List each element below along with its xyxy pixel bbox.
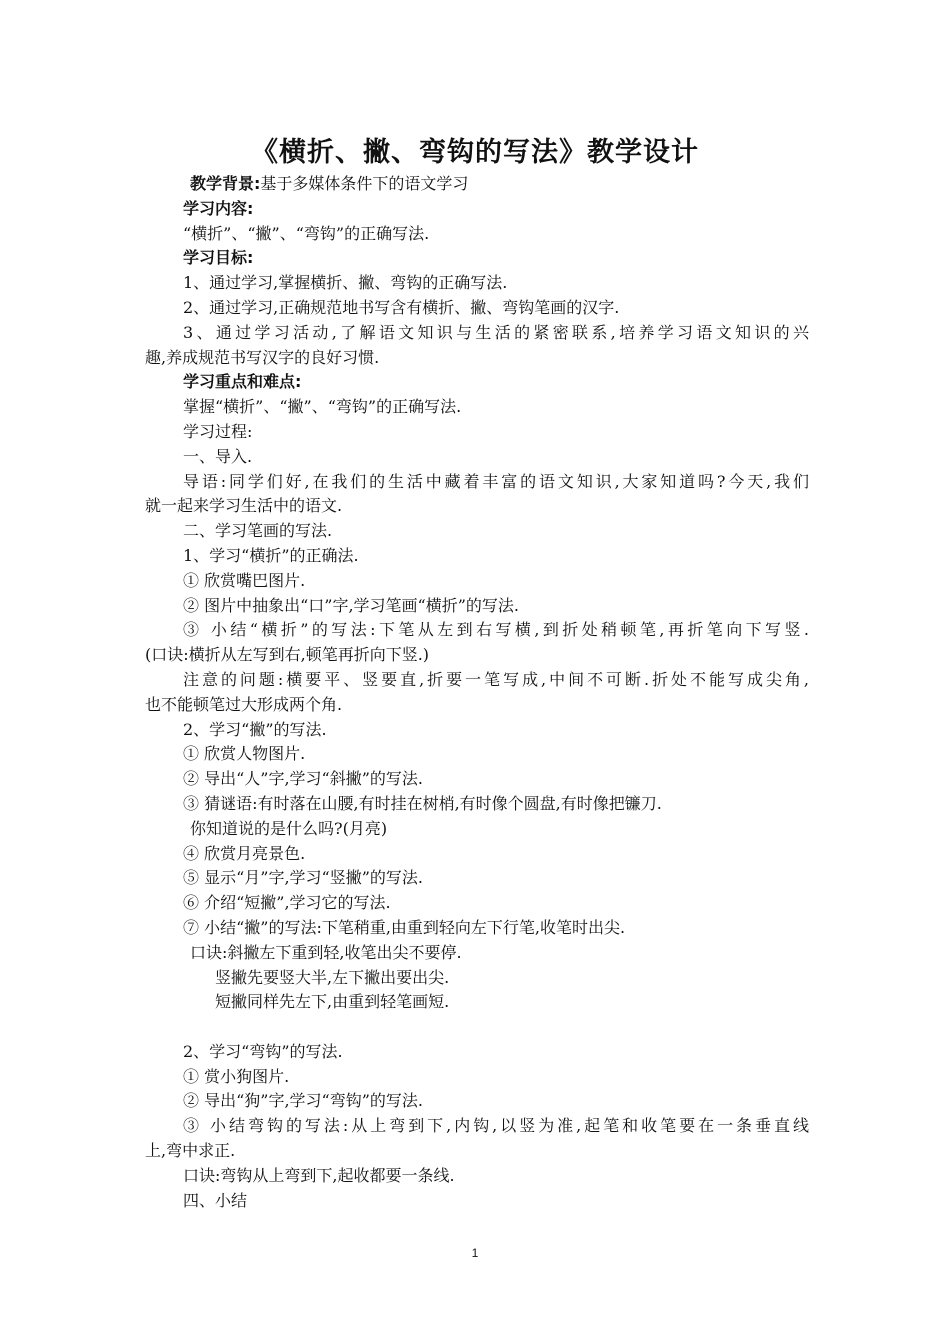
background-label: 教学背景: [190,174,261,193]
part-3-rhyme: 口诀:弯钩从上弯到下,起收都要一条线. [183,1165,455,1185]
part-1-note-line-2: 也不能顿笔过大形成两个角. [145,694,343,714]
part-1-step-1: ① 欣赏嘴巴图片. [183,570,306,590]
part-1-note-line-1: 注意的问题:横要平、竖要直,折要一笔写成,中间不可断.折处不能写成尖角, [183,669,809,689]
part-2-step-4: ④ 欣赏月亮景色. [183,843,306,863]
goal-1: 1、通过学习,掌握横折、撇、弯钩的正确写法. [183,273,508,293]
part-3-step-2: ② 导出“狗”字,学习“弯钩”的写法. [183,1091,423,1111]
section-1-text-line-2: 就一起来学习生活中的语文. [145,496,343,516]
document-title: 《横折、撇、弯钩的写法》教学设计 [251,137,699,168]
page-number: 1 [471,1246,479,1260]
part-2-heading: 2、学习“撇”的写法. [183,719,327,739]
background-line [145,172,809,197]
section-4-heading: 四、小结 [183,1190,248,1210]
section-2-heading: 二、学习笔画的写法. [183,521,333,541]
key-label: 学习重点和难点: [183,372,302,392]
part-3-step-3-line-1: ③ 小结弯钩的写法:从上弯到下,内钩,以竖为准,起笔和收笔要在一条垂直线 [183,1116,809,1136]
part-2-rhyme-2: 竖撇先要竖大半,左下撇出要出尖. [215,967,450,987]
key-text: 掌握“横折”、“撇”、“弯钩”的正确写法. [183,397,462,417]
part-2-rhyme-3: 短撇同样先左下,由重到轻笔画短. [215,992,450,1012]
part-2-step-6: ⑥ 介绍“短撇”,学习它的写法. [183,893,391,913]
section-1-heading: 一、导入. [183,446,253,466]
part-2-riddle-question: 你知道说的是什么吗?(月亮) [190,818,388,838]
goal-3-line-2: 趣,养成规范书写汉字的良好习惯. [145,347,380,367]
part-1-step-2: ② 图片中抽象出“口”字,学习笔画“横折”的写法. [183,595,519,615]
process-label: 学习过程: [183,421,253,441]
goal-3-line-1: 3、通过学习活动,了解语文知识与生活的紧密联系,培养学习语文知识的兴 [183,322,809,342]
part-2-step-2: ② 导出“人”字,学习“斜撇”的写法. [183,769,423,789]
part-3-step-3-line-2: 上,弯中求正. [145,1141,236,1161]
goals-label: 学习目标: [183,248,254,268]
content-label: 学习内容: [183,198,254,218]
blank-line [145,1015,809,1040]
part-2-step-1: ① 欣赏人物图片. [183,744,306,764]
background-text: 基于多媒体条件下的语文学习 [260,174,469,193]
part-2-step-5: ⑤ 显示“月”字,学习“竖撇”的写法. [183,868,423,888]
section-1-text-line-1: 导语:同学们好,在我们的生活中藏着丰富的语文知识,大家知道吗?今天,我们 [183,471,809,491]
part-2-step-3: ③ 猜谜语:有时落在山腰,有时挂在树梢,有时像个圆盘,有时像把镰刀. [183,793,662,813]
part-2-step-7: ⑦ 小结“撇”的写法:下笔稍重,由重到轻向左下行笔,收笔时出尖. [183,917,626,937]
part-1-heading: 1、学习“横折”的正确法. [183,545,359,565]
content-text: “横折”、“撇”、“弯钩”的正确写法. [183,223,430,243]
part-1-step-3-line-2: (口诀:横折从左写到右,顿笔再折向下竖.) [145,645,430,665]
document-body [145,172,809,1213]
part-1-step-3-line-1: ③ 小结“横折”的写法:下笔从左到右写横,到折处稍顿笔,再折笔向下写竖. [183,620,809,640]
part-3-step-1: ① 赏小狗图片. [183,1066,290,1086]
goal-2: 2、通过学习,正确规范地书写含有横折、撇、弯钩笔画的汉字. [183,297,620,317]
part-2-rhyme-1: 口诀:斜撇左下重到轻,收笔出尖不要停. [190,942,462,962]
part-3-heading: 2、学习“弯钩”的写法. [183,1041,343,1061]
